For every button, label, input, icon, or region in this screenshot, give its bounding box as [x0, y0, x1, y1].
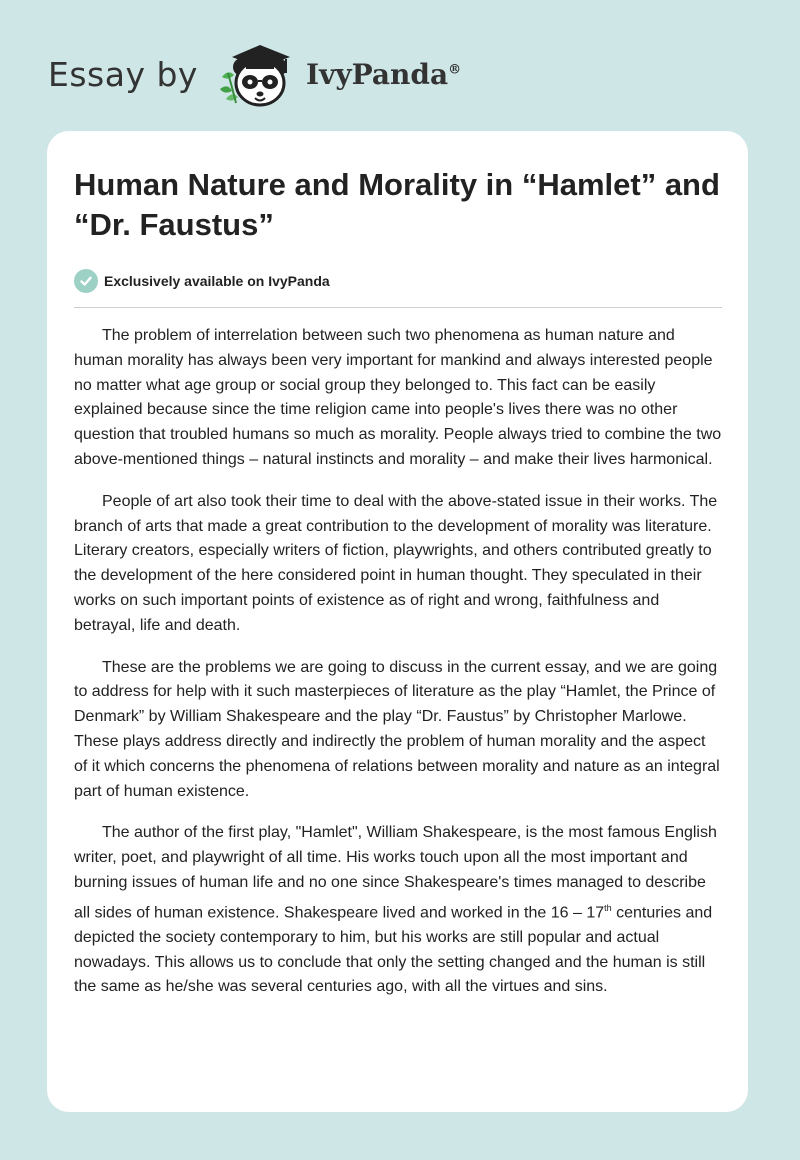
- page-title: Human Nature and Morality in “Hamlet” and “Dr. Faustus”: [74, 167, 720, 242]
- exclusive-label: Exclusively available on IvyPanda: [104, 273, 330, 289]
- exclusive-badge: [74, 269, 722, 308]
- essay-by-label: Essay by: [48, 54, 198, 94]
- brand-name[interactable]: IvyPanda®: [305, 57, 462, 91]
- panda-logo-icon[interactable]: [212, 37, 300, 111]
- ordinal-superscript: th: [604, 902, 612, 913]
- paragraph-text: centuries and depicted the society contemporary to him, but his works are still popular and actual nowadays. This allows us to conclude that only the setting changed and the human is still the same as he/she was several centuries ago, with all the virtues and sins.: [74, 904, 713, 996]
- check-icon: [74, 269, 98, 293]
- site-header: [48, 34, 461, 114]
- paragraph: People of art also took their time to deal with the above-stated issue in their works. The branch of arts that made a great contribution to the development of morality was literature. Literary creators, especially writers of fiction, playwrights, and others contributed greatly to the development of the here considered point in human thought. They speculated in their works on such important points of existence as of right and wrong, faithfulness and betrayal, life and death.: [74, 492, 718, 634]
- registered-mark: ®: [448, 62, 462, 78]
- paragraph: [74, 821, 722, 1000]
- essay-body: [74, 324, 722, 1000]
- essay-card: [47, 131, 748, 1112]
- paragraph: The problem of interrelation between such two phenomena as human nature and human morality has always been very important for mankind and always interested people no matter what age group or social group they belonged to. This fact can be easily explained because since the time religion came into people's lives there was no other question that troubled humans so much as morality. People always tried to combine the two above-mentioned things – natural instincts and morality – and make their lives harmonical.: [74, 327, 722, 468]
- paragraph: These are the problems we are going to discuss in the current essay, and we are going to address for help with it such masterpieces of literature as the play “Hamlet, the Prince of Denmark” by William Shakespeare and the play “Dr. Faustus” by Christopher Marlowe. These plays address directly and indirectly the problem of human morality and the aspect of it which concerns the phenomena of relations between morality and nature as an integral part of human existence.: [74, 658, 720, 800]
- paragraph-text: The author of the first play, "Hamlet", William Shakespeare, is the most famous English writer, poet, and playwright of all time. His works touch upon all the most important and burning issues of human life and no one since Shakespeare's times managed to describe all sides of human existence. Shakespeare lived and worked in the 16 – 17: [74, 824, 717, 922]
